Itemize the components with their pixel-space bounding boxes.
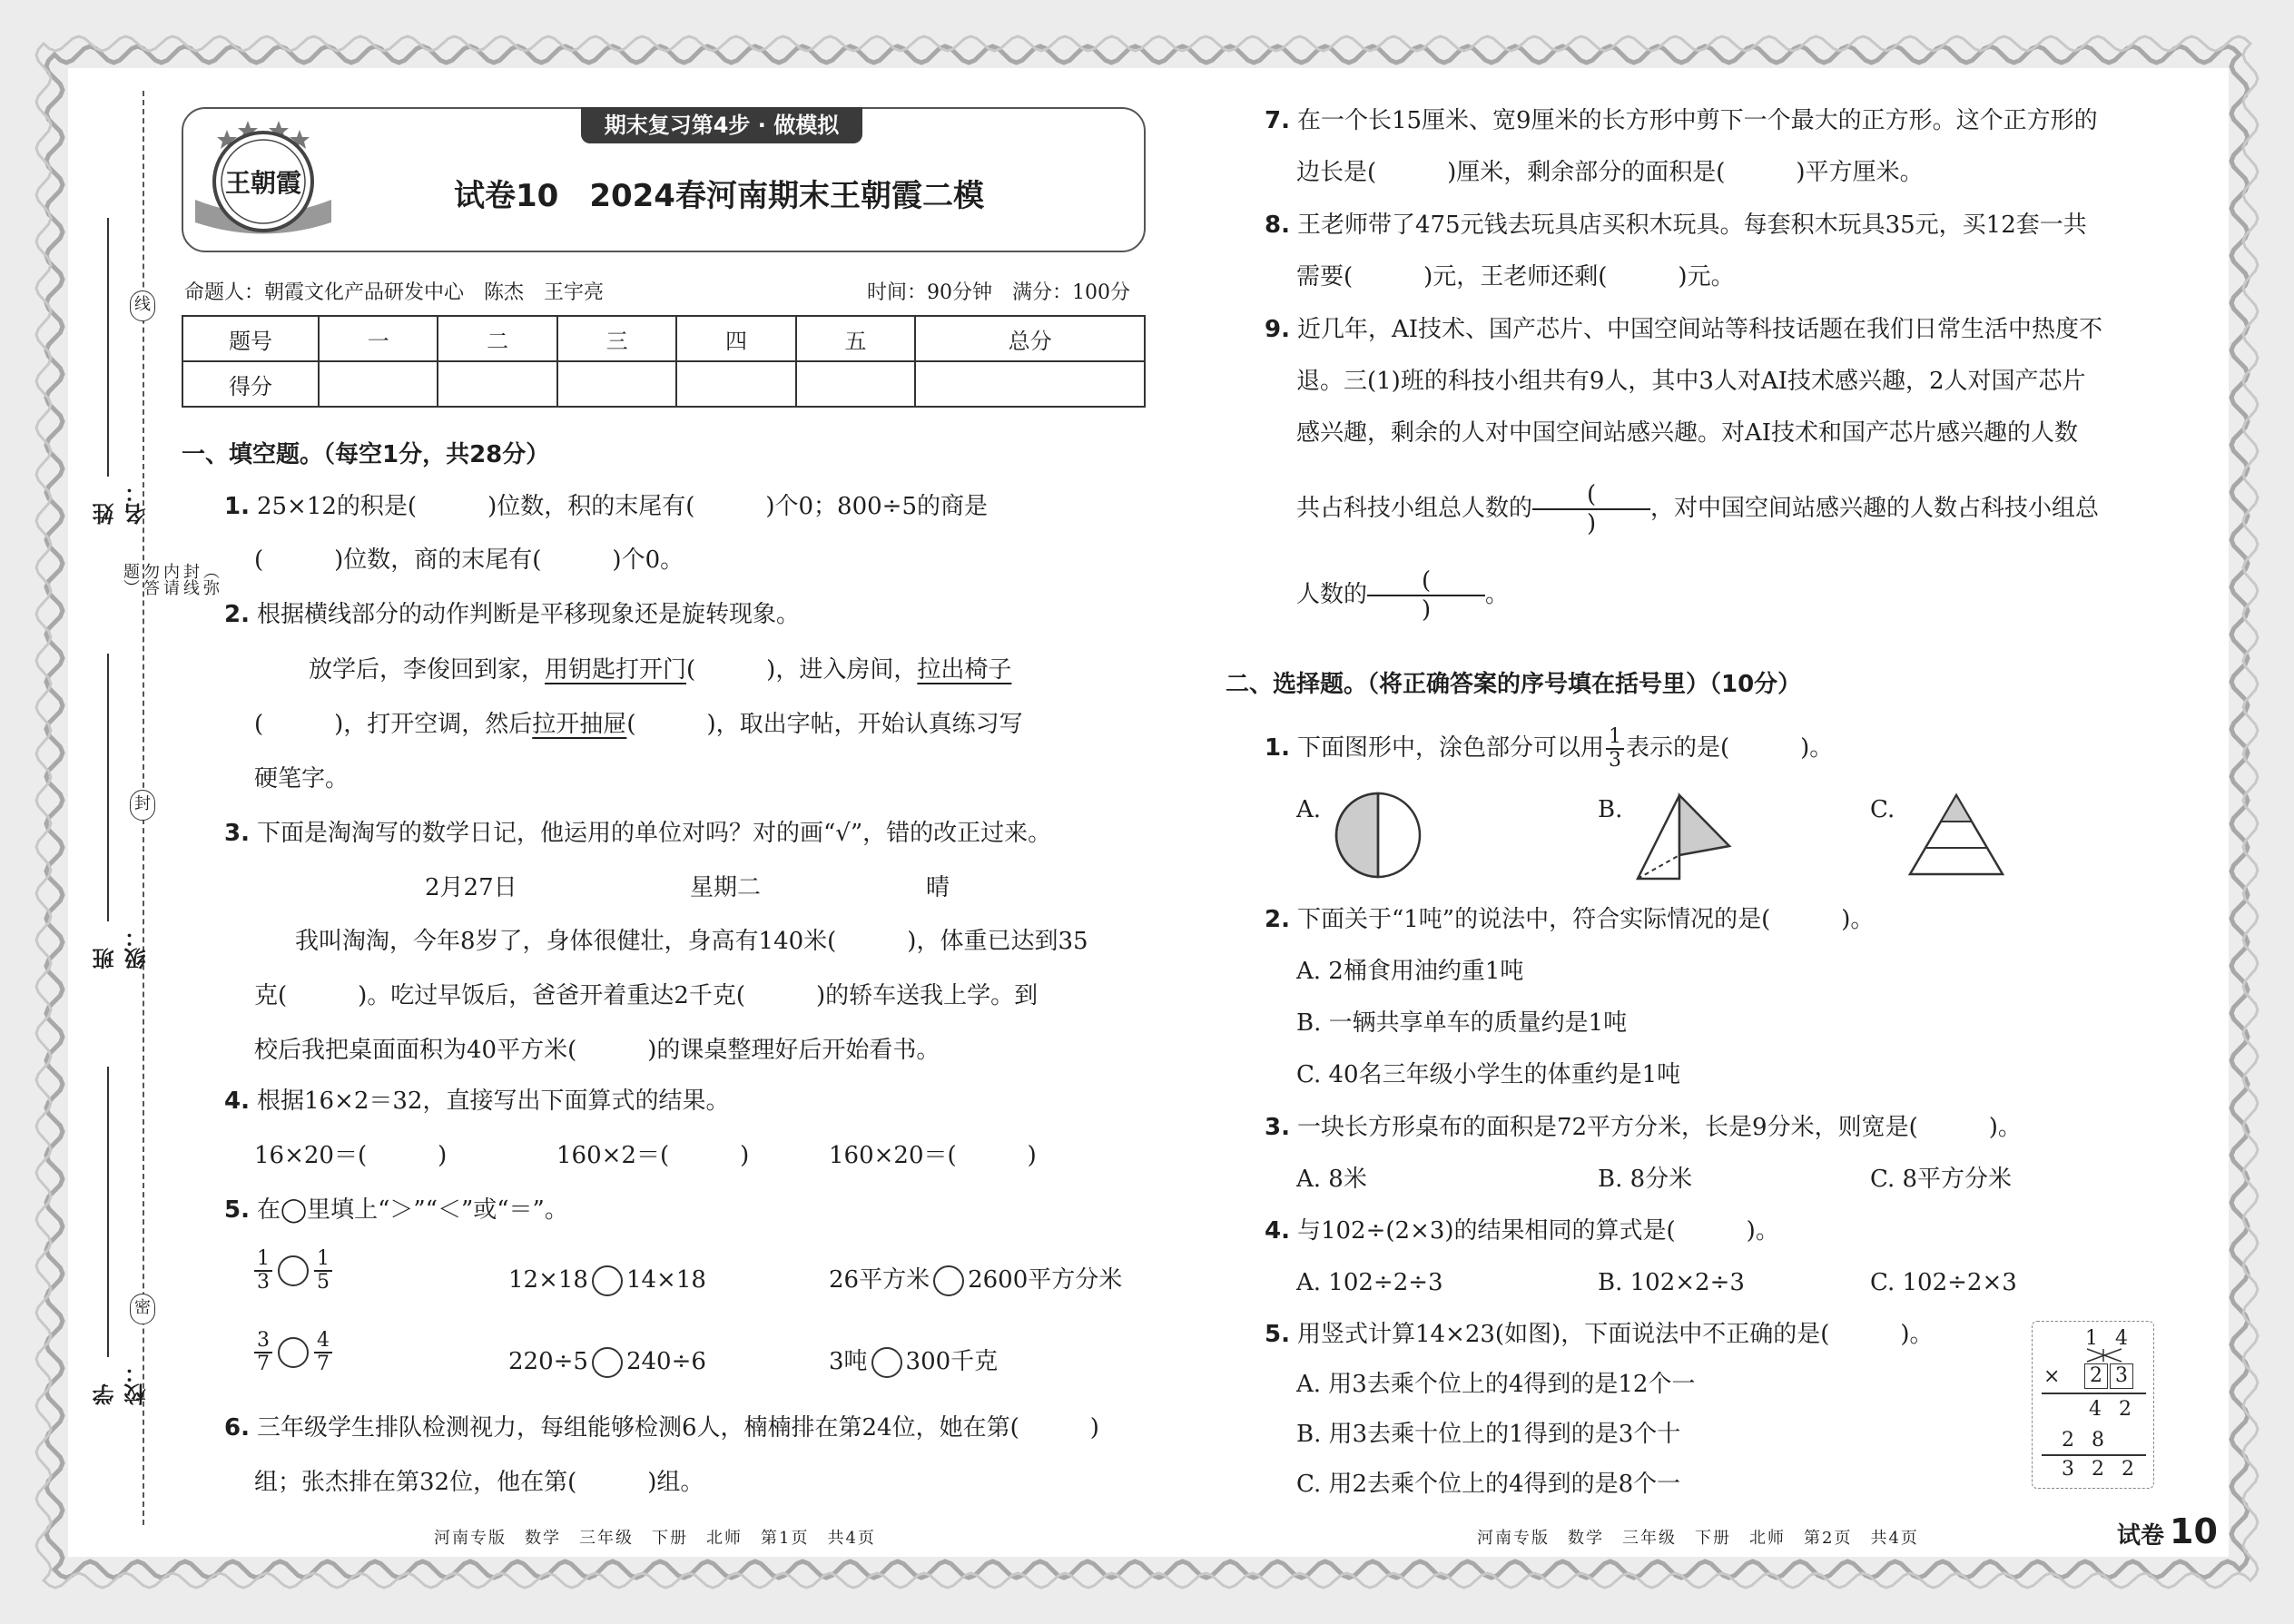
option-c[interactable]: C. 102÷2×3 xyxy=(1870,1269,2017,1296)
option-b[interactable]: B. 8分米 xyxy=(1598,1166,1693,1193)
q5-row1-a xyxy=(252,1248,334,1294)
score-header-row xyxy=(182,316,1145,361)
badge-number: 10 xyxy=(2170,1511,2218,1551)
question-1-4 xyxy=(224,1083,729,1119)
paper-badge xyxy=(2117,1511,2218,1551)
q6-line2: 组；张杰排在第32位，他在第( )组。 xyxy=(254,1469,704,1496)
diary-weekday: 星期二 xyxy=(690,874,762,901)
q2-line1: 根据横线部分的动作判断是平移现象还是旋转现象。 xyxy=(256,601,800,628)
calc-times: × xyxy=(2043,1365,2061,1388)
q4-expr-c: 160×20＝( ) xyxy=(829,1142,1037,1169)
question-2-5: 5. 用竖式计算14×23(如图)，下面说法中不正确的是( )。 xyxy=(1265,1321,1934,1348)
calc-row1: 1 4 xyxy=(2085,1327,2133,1350)
question-1-5 xyxy=(224,1192,568,1228)
option-a[interactable]: A. 102÷2÷3 xyxy=(1296,1269,1443,1296)
q3-line1: 下面是淘淘写的数学日记，他运用的单位对吗？对的画“√”，错的改正过来。 xyxy=(256,820,1052,847)
option-c[interactable]: C. 8平方分米 xyxy=(1870,1166,2013,1193)
score-cell[interactable] xyxy=(915,361,1145,407)
fraction: $\frac{1}{3}$ xyxy=(254,1248,272,1294)
vertical-calc-figure xyxy=(2032,1321,2154,1489)
question-1-7 xyxy=(1265,103,2098,139)
option-b-label[interactable]: B. xyxy=(1598,796,1623,823)
score-cell[interactable] xyxy=(676,361,795,407)
step-banner: 期末复习第4步 · 做模拟 xyxy=(581,107,862,143)
school-field[interactable] xyxy=(107,1067,109,1357)
question-number: 1. xyxy=(1265,734,1290,762)
layered-triangle-figure xyxy=(1906,792,2006,878)
name-field[interactable] xyxy=(107,218,109,477)
question-number: 9. xyxy=(1265,316,1290,343)
question-2-1: 1. 下面图形中，涂色部分可以用 $\frac{1}{3}$ 表示的是( )。 xyxy=(1265,725,1834,772)
brand-logo xyxy=(186,113,340,245)
q5-row1-c: 26平方米 2600平方分米 xyxy=(829,1262,1122,1298)
question-number: 3. xyxy=(224,820,250,847)
q4-expr-b: 160×2＝( ) xyxy=(556,1142,750,1169)
score-head: 五 xyxy=(796,316,915,361)
calc-rule xyxy=(2042,1454,2146,1456)
question-1-2 xyxy=(224,596,800,633)
q9-line2: 退。三(1)班的科技小组共有9人，其中3人对AI技术感兴趣，2人对国产芯片 xyxy=(1296,368,2086,395)
question-1-9 xyxy=(1265,311,2102,348)
score-head: 题号 xyxy=(182,316,319,361)
option-b[interactable]: B. 102×2÷3 xyxy=(1598,1269,1745,1296)
option-b[interactable]: B. 一辆共享单车的质量约是1吨 xyxy=(1296,1009,1628,1037)
question-1-3 xyxy=(224,815,1051,851)
triangle-split-figure xyxy=(1634,792,1734,882)
question-number: 7. xyxy=(1265,107,1290,134)
q7-line1: 在一个长15厘米、宽9厘米的长方形中剪下一个最大的正方形。这个正方形的 xyxy=(1296,107,2098,134)
option-c[interactable]: C. 用2去乘个位上的4得到的是8个一 xyxy=(1296,1471,1681,1498)
fraction: $\frac{3}{7}$ xyxy=(254,1330,272,1375)
score-table xyxy=(182,315,1146,408)
calc-cross-arrows xyxy=(2078,1347,2132,1363)
footer-right: 河南专版 数学 三年级 下册 北师 第2页 共4页 xyxy=(1477,1529,1919,1548)
compare-circle[interactable] xyxy=(871,1347,902,1378)
calc-rule xyxy=(2042,1393,2146,1394)
q7-line2: 边长是( )厘米，剩余部分的面积是( )平方厘米。 xyxy=(1296,159,1924,186)
q8-line2: 需要( )元，王老师还剩( )元。 xyxy=(1296,263,1735,290)
question-number: 6. xyxy=(224,1414,250,1442)
score-row-label: 得分 xyxy=(182,361,319,407)
q9-line1: 近几年，AI技术、国产芯片、中国空间站等科技话题在我们日常生活中热度不 xyxy=(1296,316,2103,343)
name-label: 姓名： xyxy=(93,481,150,525)
calc-row3: 4 2 xyxy=(2089,1398,2137,1421)
question-2-4: 4. 与102÷(2×3)的结果相同的算式是( )。 xyxy=(1265,1217,1779,1245)
calc-digit-box: 2 xyxy=(2084,1363,2108,1389)
question-1-8 xyxy=(1265,207,2087,243)
section-1-title: 一、填空题。（每空1分，共28分） xyxy=(182,441,550,468)
question-number: 5. xyxy=(224,1196,250,1224)
half-circle-figure xyxy=(1333,790,1423,881)
q1-line1: 25×12的积是( )位数，积的末尾有( )个0；800÷5的商是 xyxy=(256,493,988,520)
question-number: 4. xyxy=(1265,1217,1290,1245)
question-1-1 xyxy=(224,488,988,525)
diary-weather: 晴 xyxy=(926,874,950,901)
question-1-6 xyxy=(224,1410,1099,1446)
question-number: 1. xyxy=(224,493,250,520)
q5-row2-b: 220÷5 240÷6 xyxy=(508,1343,706,1380)
q2-underlined-action: 拉开抽屉 xyxy=(532,711,627,738)
compare-circle[interactable] xyxy=(278,1337,309,1368)
compare-circle[interactable] xyxy=(592,1347,623,1378)
badge-label: 试卷 xyxy=(2117,1522,2165,1550)
question-number: 4. xyxy=(224,1088,250,1115)
calc-row4: 2 8 xyxy=(2062,1429,2110,1452)
compare-circle[interactable] xyxy=(592,1265,623,1296)
q2-text: ( )，打开空调，然后 xyxy=(254,711,533,738)
authors: 命题人：朝霞文化产品研发中心 陈杰 王宇亮 xyxy=(184,281,605,304)
score-head: 二 xyxy=(438,316,556,361)
option-a[interactable]: A. 用3去乘个位上的4得到的是12个一 xyxy=(1296,1371,1696,1398)
answer-fraction-blank[interactable]: ( ) xyxy=(1532,481,1650,537)
q2-line2 xyxy=(309,652,1011,688)
footer-left: 河南专版 数学 三年级 下册 北师 第1页 共4页 xyxy=(434,1529,876,1548)
option-c-label[interactable]: C. xyxy=(1870,796,1895,823)
q5-row2-a xyxy=(252,1330,334,1375)
q6-line1: 三年级学生排队检测视力，每组能够检测6人，楠楠排在第24位，她在第( ) xyxy=(256,1414,1099,1442)
q4-line1: 根据16×2＝32，直接写出下面算式的结果。 xyxy=(256,1088,730,1115)
time-score: 时间：90分钟 满分：100分 xyxy=(867,281,1130,304)
score-cell[interactable] xyxy=(438,361,556,407)
question-number: 2. xyxy=(1265,906,1290,933)
fraction: $\frac{4}{7}$ xyxy=(314,1330,332,1375)
seal-feng: 封 xyxy=(130,790,155,821)
question-number: 2. xyxy=(224,601,250,628)
section-2-title: 二、选择题。（将正确答案的序号填在括号里）（10分） xyxy=(1226,671,1802,698)
logo-text: 王朝霞 xyxy=(224,168,301,198)
score-row xyxy=(182,361,1145,407)
q9-line4: 共占科技小组总人数的 ( ) ，对中国空间站感兴趣的人数占科技小组总 xyxy=(1296,481,2100,537)
class-label: 班级： xyxy=(93,926,150,969)
exam-title: 试卷10 2024春河南期末王朝霞二模 xyxy=(454,178,984,214)
q2-text: ( )，取出字帖，开始认真练习写 xyxy=(626,711,1023,738)
margin-note: （弥封线内请勿答题） xyxy=(121,563,220,595)
calc-row5: 3 2 2 xyxy=(2062,1458,2140,1481)
q3-line3: 我叫淘淘，今年8岁了，身体很健壮，身高有140米( )，体重已达到35 xyxy=(295,928,1088,955)
diary-date: 2月27日 xyxy=(425,874,517,901)
score-head: 一 xyxy=(319,316,438,361)
question-2-3: 3. 一块长方形桌布的面积是72平方分米，长是9分米，则宽是( )。 xyxy=(1265,1114,2022,1141)
seal-xian: 线 xyxy=(130,290,155,321)
score-head: 四 xyxy=(676,316,795,361)
question-2-2: 2. 下面关于“1吨”的说法中，符合实际情况的是( )。 xyxy=(1265,906,1875,933)
q2-text: 放学后，李俊回到家， xyxy=(309,656,546,684)
q2-line4: 硬笔字。 xyxy=(254,765,350,792)
q1-line2: ( )位数，商的末尾有( )个0。 xyxy=(254,546,684,574)
question-number: 5. xyxy=(1265,1321,1290,1348)
score-cell[interactable] xyxy=(319,361,438,407)
q2-text: ( )，进入房间， xyxy=(686,656,918,684)
q5-row2-c: 3吨 300千克 xyxy=(829,1343,998,1380)
question-number: 8. xyxy=(1265,212,1290,239)
q5-line1: 在◯里填上“＞”“＜”或“＝”。 xyxy=(256,1196,568,1224)
q9-line5: 人数的 ( ) 。 xyxy=(1296,567,1510,624)
q3-line5: 校后我把桌面面积为40平方米( )的课桌整理好后开始看书。 xyxy=(254,1037,940,1064)
answer-fraction-blank[interactable]: ( ) xyxy=(1367,567,1485,624)
q8-line1: 王老师带了475元钱去玩具店买积木玩具。每套积木玩具35元，买12套一共 xyxy=(1296,212,2087,239)
q3-line4: 克( )。吃过早饭后，爸爸开着重达2千克( )的轿车送我上学。到 xyxy=(254,982,1039,1009)
compare-circle[interactable] xyxy=(278,1255,309,1286)
option-b[interactable]: B. 用3去乘十位上的1得到的是3个十 xyxy=(1296,1421,1681,1448)
seal-mi: 密 xyxy=(130,1294,155,1324)
q2-underlined-action: 拉出椅子 xyxy=(917,656,1012,684)
score-head: 三 xyxy=(557,316,676,361)
option-a[interactable]: A. 2桶食用油约重1吨 xyxy=(1296,958,1524,985)
fraction: $\frac{1}{5}$ xyxy=(314,1248,332,1294)
score-cell[interactable] xyxy=(557,361,676,407)
fraction: $\frac{1}{3}$ xyxy=(1606,726,1624,772)
option-c[interactable]: C. 40名三年级小学生的体重约是1吨 xyxy=(1296,1061,1681,1088)
option-a[interactable]: A. 8米 xyxy=(1296,1166,1367,1193)
question-number: 3. xyxy=(1265,1114,1290,1141)
score-head: 总分 xyxy=(915,316,1145,361)
compare-circle[interactable] xyxy=(933,1265,964,1296)
q2-underlined-action: 用钥匙打开门 xyxy=(545,656,687,684)
q9-line3: 感兴趣，剩余的人对中国空间站感兴趣。对AI技术和国产芯片感兴趣的人数 xyxy=(1296,419,2079,447)
option-a-label[interactable]: A. xyxy=(1296,796,1322,823)
q5-row1-b: 12×18 14×18 xyxy=(508,1262,706,1298)
score-cell[interactable] xyxy=(796,361,915,407)
school-label: 学校： xyxy=(93,1362,150,1405)
class-field[interactable] xyxy=(107,654,109,921)
q4-expr-a: 16×20＝( ) xyxy=(254,1142,448,1169)
q2-line3 xyxy=(254,706,1023,743)
calc-digit-box: 3 xyxy=(2110,1363,2133,1389)
